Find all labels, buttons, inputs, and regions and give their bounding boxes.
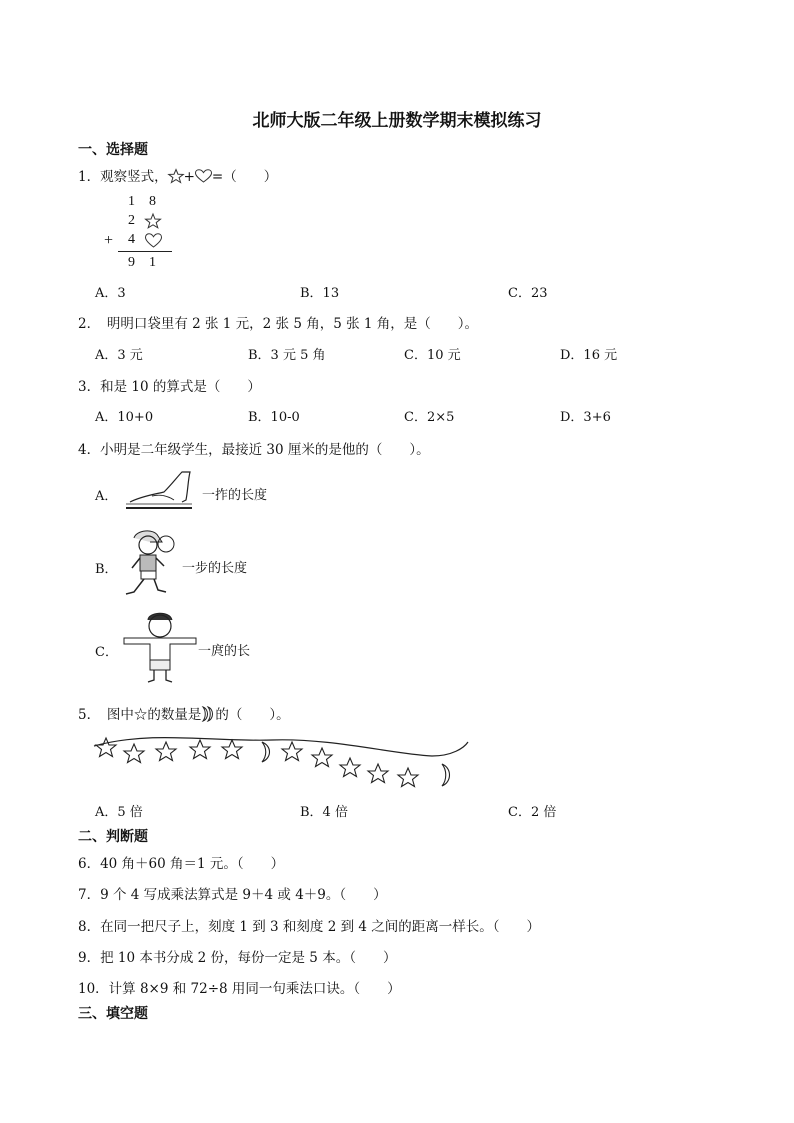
vertical-digit: 1	[149, 255, 156, 270]
option-b-label: 一步的长度	[182, 561, 248, 576]
option-b[interactable]: B．10-0	[248, 410, 300, 425]
option-a[interactable]: A．10+0	[95, 410, 154, 425]
option-a[interactable]: A．5 倍	[95, 805, 143, 820]
plus-sign: +	[183, 169, 195, 185]
star-icon	[368, 764, 388, 783]
vertical-digit: 4	[128, 232, 135, 247]
moon-icon	[442, 764, 450, 786]
question-1-text: 1．观察竖式，	[78, 169, 168, 185]
option-c-letter[interactable]: C．	[95, 645, 118, 660]
question-9: 9．把 10 本书分成 2 份，每份一定是 5 本。（ ）	[78, 950, 397, 966]
option-b-letter[interactable]: B．	[95, 562, 118, 577]
double-moon-icon	[201, 706, 215, 722]
hand-span-icon	[122, 470, 194, 512]
heart-icon	[195, 169, 212, 183]
option-a-label: 一拃的长度	[202, 488, 268, 503]
star-icon	[96, 738, 116, 757]
star-icon	[168, 169, 184, 183]
question-5	[78, 703, 290, 723]
star-icon	[398, 768, 418, 787]
option-a[interactable]: A．3 元	[95, 348, 143, 363]
question-7: 7．9 个 4 写成乘法算式是 9＋4 或 4＋9。（ ）	[78, 887, 387, 903]
question-1	[78, 165, 277, 185]
option-a[interactable]: A．3	[95, 286, 126, 301]
star-icon	[222, 740, 242, 759]
option-c[interactable]: C．23	[508, 286, 548, 301]
section-heading-fill-blank: 三、填空题	[78, 1006, 148, 1022]
vertical-plus-sign: +	[104, 232, 114, 249]
question-1-text-end: =（ ）	[211, 169, 278, 185]
question-10: 10．计算 8×9 和 72÷8 用同一句乘法口诀。（ ）	[78, 981, 401, 997]
star-icon	[124, 744, 144, 763]
vertical-digit: 2	[128, 213, 135, 228]
star-icon	[340, 758, 360, 777]
star-icon	[145, 213, 161, 229]
section-heading-judgement: 二、判断题	[78, 829, 148, 845]
option-c[interactable]: C．2 倍	[508, 805, 557, 820]
vertical-digit: 1	[128, 194, 135, 209]
option-b[interactable]: B．4 倍	[300, 805, 348, 820]
vertical-digit: 8	[149, 194, 156, 209]
vertical-digit: 9	[128, 255, 135, 270]
vertical-rule	[118, 251, 172, 252]
option-c[interactable]: C．10 元	[404, 348, 461, 363]
option-d[interactable]: D．16 元	[560, 348, 618, 363]
option-c-label: 一庹的长	[198, 644, 251, 659]
question-5-text-end: 的（ ）。	[215, 707, 290, 723]
question-6: 6．40 角＋60 角＝1 元。（ ）	[78, 856, 285, 872]
question-5-text: 5． 图中☆的数量是	[78, 707, 202, 723]
question-2: 2． 明明口袋里有 2 张 1 元，2 张 5 角，5 张 1 角，是（ ）。	[78, 316, 479, 332]
star-icon	[156, 742, 176, 761]
question-8: 8．在同一把尺子上，刻度 1 到 3 和刻度 2 到 4 之间的距离一样长。（ ）	[78, 919, 541, 935]
heart-icon	[145, 233, 162, 248]
boy-arms-spread-icon	[120, 610, 200, 684]
star-icon	[190, 740, 210, 759]
option-b[interactable]: B．13	[300, 286, 340, 301]
section-heading-choice: 一、选择题	[78, 142, 148, 158]
option-b[interactable]: B．3 元 5 角	[248, 348, 326, 363]
page-title: 北师大版二年级上册数学期末模拟练习	[252, 111, 542, 131]
option-c[interactable]: C．2×5	[404, 410, 455, 425]
moon-icon	[262, 742, 270, 762]
question-3: 3．和是 10 的算式是（ ）	[78, 379, 261, 395]
star-icon	[282, 742, 302, 761]
option-d[interactable]: D．3+6	[560, 410, 611, 425]
stars-moons-string-figure	[92, 730, 472, 794]
option-a-letter[interactable]: A．	[95, 489, 118, 504]
question-4: 4．小明是二年级学生，最接近 30 厘米的是他的（ ）。	[78, 442, 430, 458]
star-icon	[312, 748, 332, 767]
walking-child-icon	[120, 528, 180, 598]
